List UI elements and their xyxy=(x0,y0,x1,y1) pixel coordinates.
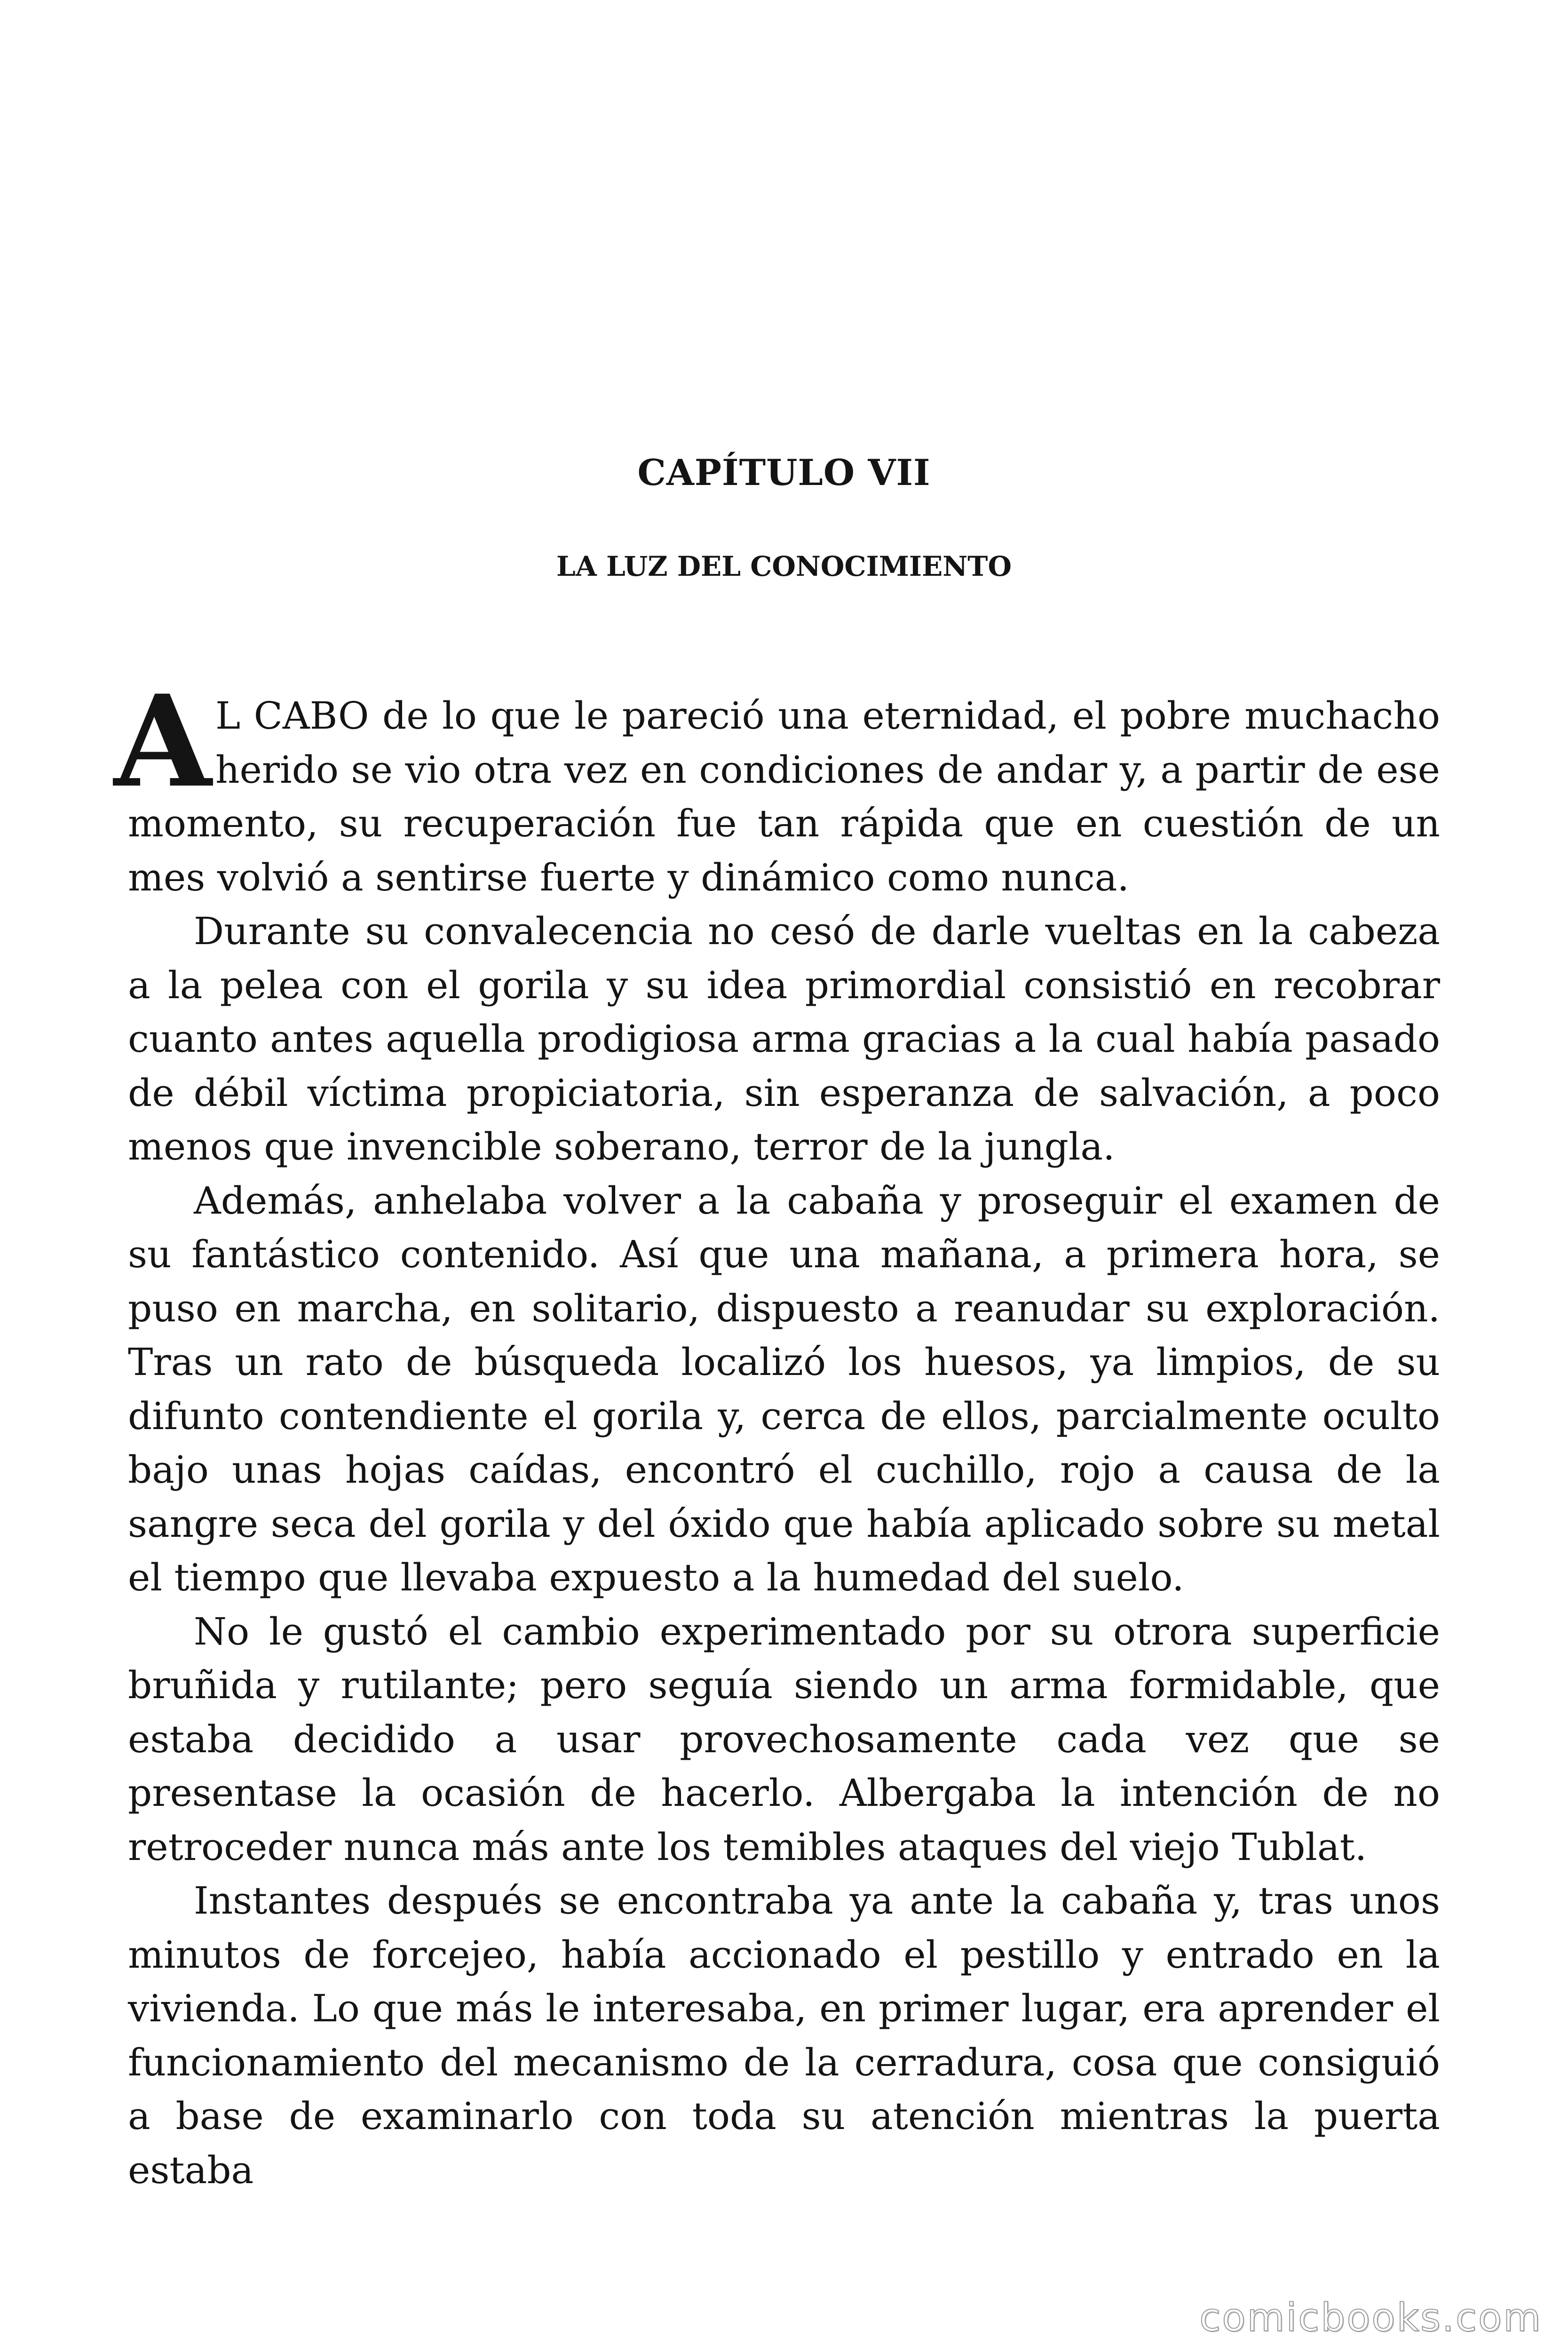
chapter-subtitle: LA LUZ DEL CONOCIMIENTO xyxy=(556,550,1012,582)
chapter-title: CAPÍTULO VII xyxy=(637,452,931,493)
watermark: comicbooks.com xyxy=(1199,2296,1542,2340)
body-text xyxy=(114,667,1440,2197)
paragraph-4: No le gustó el cambio experimentado por su otrora superficie bruñida y rutilante; pero seguía siendo un arma formidable, que estaba decidido a usar provechosamente cada vez que se presentase la ocasión de hacerlo. Albergaba la intención de no retroceder nunca más ante los temibles ataques del viejo Tublat. xyxy=(128,1609,1440,1869)
drop-cap: A xyxy=(114,667,212,816)
paragraph-2: Durante su convalecencia no cesó de darle vueltas en la cabeza a la pelea con el gorila y su idea primordial consistió en recobrar cuanto antes aquella prodigiosa arma gracias a la cual había pasado de débil víctima propiciatoria, sin esperanza de salvación, a poco menos que invencible soberano, terror de la jungla. xyxy=(128,909,1440,1168)
paragraph-3: Además, anhelaba volver a la cabaña y proseguir el examen de su fantástico contenido. Así que una mañana, a primera hora, se puso en marcha, en solitario, dispuesto a reanudar su exploración. Tras un rato de búsqueda localizó los huesos, ya limpios, de su difunto contendiente el gorila y, cerca de ellos, parcialmente oculto bajo unas hojas caídas, encontró el cuchillo, rojo a causa de la sangre seca del gorila y del óxido que había aplicado sobre su metal el tiempo que llevaba expuesto a la humedad del suelo. xyxy=(128,1178,1440,1599)
paragraph-5: Instantes después se encontraba ya ante la cabaña y, tras unos minutos de forcejeo, había accionado el pestillo y entrado en la vivienda. Lo que más le interesaba, en primer lugar, era aprender el funcionamiento del mecanismo de la cerradura, cosa que consiguió a base de examinarlo con toda su atención mientras la puerta estaba xyxy=(128,1879,1440,2192)
paragraph-1-text: L CABO de lo que le pareció una eternidad, el pobre muchacho herido se vio otra vez en condiciones de andar y, a partir de ese momento, su recuperación fue tan rápida que en cuestión de un mes volvió a sentirse fuerte y dinámico como nunca. xyxy=(128,694,1440,899)
paragraph-1 xyxy=(114,667,1440,905)
